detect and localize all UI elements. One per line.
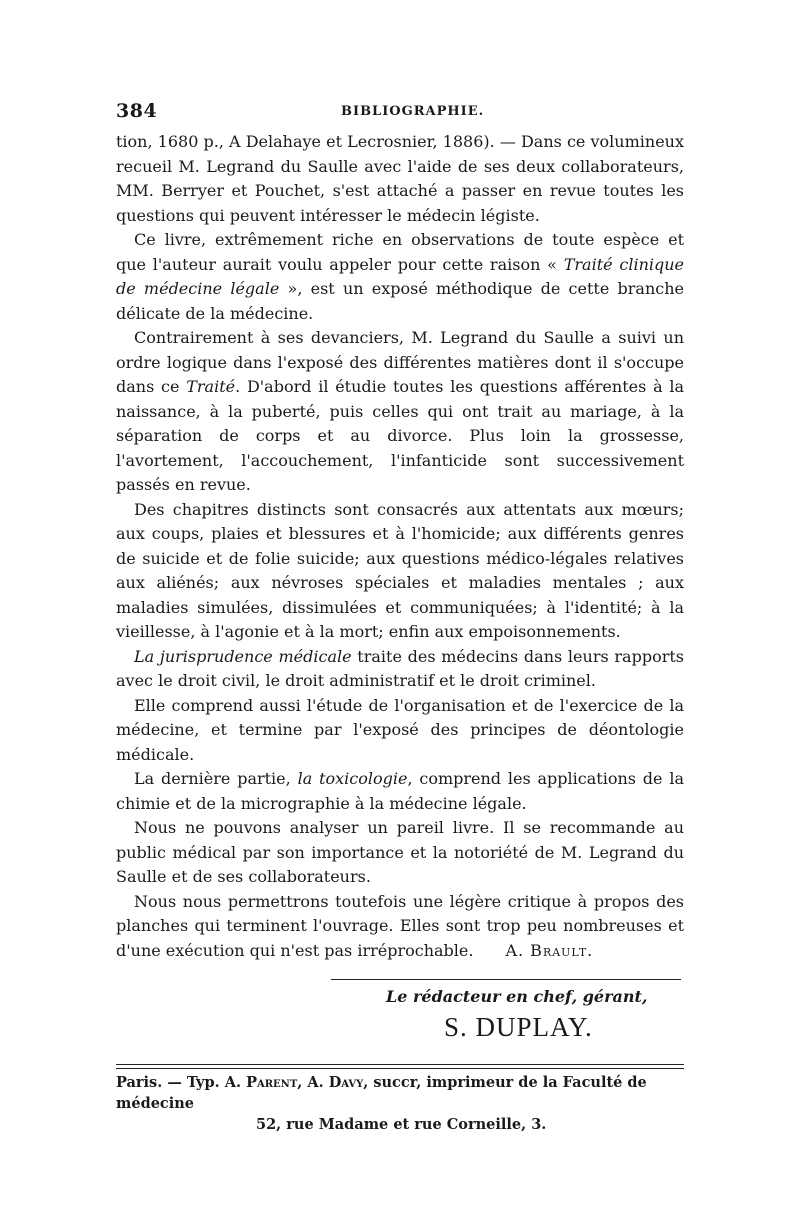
paragraph-7-text-b: , comprend les applications de la chimie et de la micrographie à la médecine légale. (116, 769, 684, 813)
paragraph-7 (116, 767, 684, 816)
page-number: 384 (116, 100, 158, 122)
paragraph-6: Elle comprend aussi l'étude de l'organisation et de l'exercice de la médecine, et termine par l'exposé des principes de déontologie médicale. (116, 695, 684, 764)
document-page (116, 100, 684, 1135)
imprint-separator: , (297, 1074, 308, 1091)
paragraph-5-text: traite des médecins dans leurs rapports avec le droit civil, le droit administratif et le droit criminel. (116, 646, 684, 690)
editor-role: Le rédacteur en chef, gérant, (386, 987, 648, 1006)
imprint-role: , succr, imprimeur de la Faculté de médecine (116, 1074, 647, 1112)
paragraph-2-italic-title: Traité clinique de médecine légale (116, 254, 684, 298)
paragraph-5 (116, 645, 684, 694)
imprint-rule-top (116, 1064, 684, 1065)
imprint-printer-parent: A. Parent (224, 1074, 298, 1091)
editor-name: S. DUPLAY. (444, 1012, 593, 1042)
paragraph-4: Des chapitres distincts sont consacrés aux attentats aux mœurs; aux coups, plaies et blessures et à l'homicide; aux différents genres de suicide et de folie suicide; aux questions médico-légales relatives aux aliénés; aux névroses spéciales et maladies mentales ; aux maladies simulées, dissimulées et communiquées; à l'identité; à la vieillesse, à l'agonie et à la mort; enfin aux empoisonnements. (116, 499, 684, 641)
paragraph-8: Nous ne pouvons analyser un pareil livre. Il se recommande au public médical par son importance et la notoriété de M. Legrand du Saulle et de ses collaborateurs. (116, 818, 684, 886)
imprint-address: 52, rue Madame et rue Corneille, 3. (256, 1116, 547, 1133)
review-signature: A. Brault. (505, 940, 594, 960)
colophon-rule (331, 979, 681, 980)
paragraph-5-italic-title: La jurisprudence médicale (134, 646, 352, 666)
paragraph-2 (116, 228, 684, 326)
paragraph-1: tion, 1680 p., A Delahaye et Lecrosnier, 1886). — Dans ce volumineux recueil M. Legrand du Saulle avec l'aide de ses deux collaborateurs, MM. Berryer et Pouchet, s'est attaché a passer en revue toutes les questions qui peuvent intéresser le médecin légiste. (116, 132, 684, 225)
paragraph-3-text-b: . D'abord il étudie toutes les questions afférentes à la naissance, à la puberté, puis celles qui ont trait au mariage, à la séparation de corps et au divorce. Plus loin la grossesse, l'avortement, l'accouchement, l'infanticide sont successivement passés en revue. (116, 377, 685, 494)
paragraph-3-text-a: Contrairement à ses devanciers, M. Legrand du Saulle a suivi un ordre logique dans l'exposé des différentes matières dont il s'occupe dans ce (116, 328, 684, 396)
imprint-rule-bottom (116, 1068, 684, 1069)
running-head (116, 100, 684, 126)
imprint-city: Paris. — Typ. (116, 1074, 225, 1091)
paragraph-3-italic-title: Traité (186, 377, 236, 396)
paragraph-7-text-a: La dernière partie, (134, 769, 298, 788)
paragraph-2-text-a: Ce livre, extrêmement riche en observations de toute espèce et que l'auteur aurait voulu appeler pour cette raison « (116, 230, 684, 274)
paragraph-2-text-b: », est un exposé méthodique de cette branche délicate de la médecine. (116, 279, 684, 323)
imprint-printer-davy: A. Davy (307, 1074, 364, 1091)
running-title: BIBLIOGRAPHIE. (341, 104, 485, 119)
paragraph-3 (116, 326, 684, 498)
paragraph-7-italic-title: la toxicologie (297, 769, 408, 788)
paragraph-9-text: Nous nous permettrons toutefois une légère critique à propos des planches qui terminent l'ouvrage. Elles sont trop peu nombreuses et d'une exécution qui n'est pas irréprochable. (116, 891, 684, 960)
paragraph-9 (116, 890, 684, 964)
review-body (116, 130, 684, 963)
printer-imprint (116, 1072, 684, 1135)
